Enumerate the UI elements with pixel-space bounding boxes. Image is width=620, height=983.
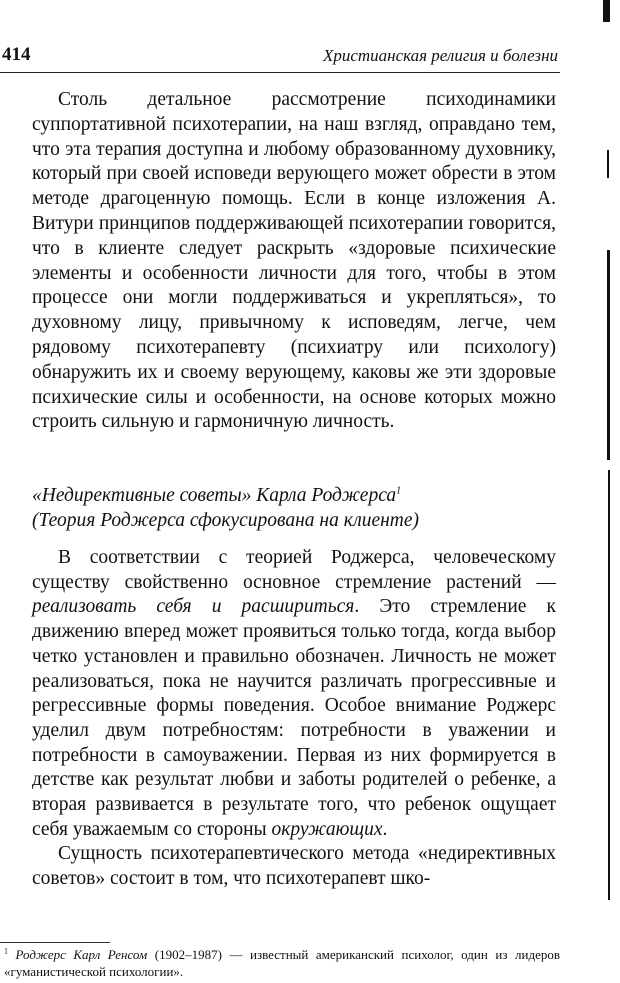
- section-heading-title: «Недирективные советы» Карла Роджерса: [32, 485, 397, 506]
- running-title: Христианская религия и болезни: [322, 46, 558, 65]
- footnote-text: (1902–1987) — известный американский психолог, один из лидеров «гуманистической психологии».: [4, 947, 560, 979]
- scan-edge-mark: [603, 0, 610, 22]
- scan-edge-mark: [607, 250, 610, 460]
- footnote-person-name: Роджерс Карл Ренсом: [15, 947, 148, 962]
- paragraph-rogers-part-3: .: [382, 818, 388, 840]
- paragraph-rogers-part-1: В соответствии с теорией Роджерса, человеческому существу свойственно основное стремление растений —: [32, 547, 556, 593]
- section-heading-subtitle: (Теория Роджерса сфокусирована на клиенте): [32, 510, 420, 531]
- scan-edge-mark: [608, 470, 610, 900]
- section-heading: [32, 483, 556, 533]
- page-header: [0, 44, 560, 73]
- paragraph-rogers-part-2: . Это стремление к движению вперед может проявиться только тогда, когда выбор четко установлен и правильно обозначен. Личность не может реализоваться, пока не научится различать прогрессивные и регрессивные формы поведения. Особое внимание Роджерс уделил двум потребностям: потребности в уважении и потребности в самоуважении. Первая из них формируется в детстве как результат любви и заботы родителей о ребенке, а вторая развивается в результате того, что ребенок ощущает себя уважаемым со стороны: [32, 596, 556, 840]
- emphasis-others: окружающих: [271, 818, 383, 840]
- scan-edge-mark: [607, 150, 609, 178]
- paragraph-psychotherapy: Столь детальное рассмотрение психодинамики суппортативной психотерапии, на наш взгляд, оправдано тем, что эта терапия доступна и любому образованному духовнику, который при своей исповеди верующего может обрести в этом методе драгоценную помощь. Если в конце изложения А. Витури принципов поддерживающей психотерапии говорится, что в клиенте следует раскрыть «здоровые психические элементы и особенности личности для того, чтобы в этом процессе они могли поддерживаться и укрепляться», то духовному лицу, привычному к исповедям, легче, чем рядовому психотерапевту (психиатру или психологу) обнаружить их и своему верующему, каковы же эти здоровые психические силы и особенности, на основе которых можно строить сильную и гармоничную личность.: [32, 89, 556, 433]
- footnote-divider: [0, 942, 110, 943]
- footnote-reference: 1: [396, 485, 402, 497]
- footnote-marker: 1: [4, 946, 8, 956]
- body-text-lower: [32, 546, 556, 892]
- emphasis-self-realization: реализовать себя и расшириться: [32, 596, 355, 618]
- paragraph-rogers-theory: [32, 546, 556, 842]
- paragraph-method-essence: Сущность психотерапевтического метода «недирективных советов» состоит в том, что психотерапевт шко-: [32, 843, 556, 890]
- section-heading-line-1: [32, 483, 556, 508]
- page-number: 414: [2, 44, 31, 65]
- body-text-upper: [32, 88, 556, 435]
- footnote: [4, 946, 560, 980]
